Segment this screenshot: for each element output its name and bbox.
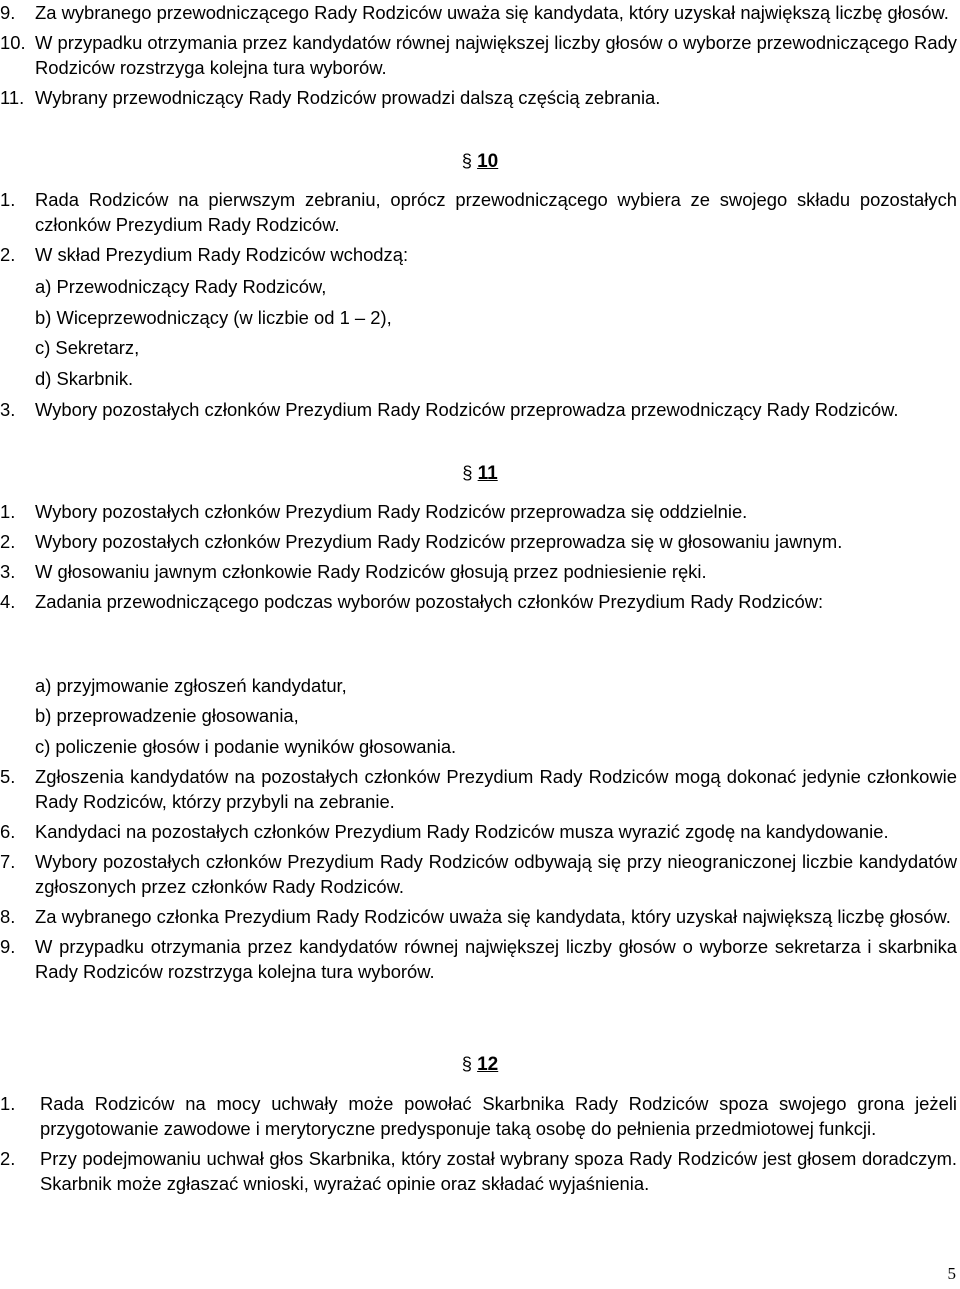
sub-item: a) przyjmowanie zgłoszeń kandydatur, [35, 675, 347, 696]
list-item: 10. W przypadku otrzymania przez kandydatów równej największej liczby głosów o wyborze przewodniczącego Rady Rodziców rozstrzyga kolejna tura wyborów. [0, 32, 957, 78]
page-number: 5 [947, 1264, 956, 1283]
list-item: 9. Za wybranego przewodniczącego Rady Rodziców uważa się kandydata, który uzyskał największą liczbę głosów. [0, 2, 949, 23]
list-item: 3. Wybory pozostałych członków Prezydium Rady Rodziców przeprowadza przewodniczący Rady Rodziców. [0, 399, 899, 420]
section-11 [0, 499, 960, 614]
list-item: 9. W przypadku otrzymania przez kandydatów równej największej liczby głosów o wyborze sekretarza i skarbnika Rady Rodziców rozstrzyga kolejna tura wyborów. [0, 936, 957, 982]
list-item: 4. Zadania przewodniczącego podczas wyborów pozostałych członków Prezydium Rady Rodziców: [0, 591, 824, 612]
section-heading-11: § 11 [462, 462, 498, 484]
list-item: 8. Za wybranego członka Prezydium Rady Rodziców uważa się kandydata, który uzyskał największą liczbę głosów. [0, 906, 951, 927]
sub-item: b) Wiceprzewodniczący (w liczbie od 1 – 2), [35, 307, 392, 328]
sub-item: c) Sekretarz, [35, 337, 140, 358]
sub-item: d) Skarbnik. [35, 368, 134, 389]
list-item: 3. W głosowaniu jawnym członkowie Rady Rodziców głosują przez podniesienie ręki. [0, 561, 707, 582]
section-10-end [0, 397, 960, 422]
list-item: 1. Wybory pozostałych członków Prezydium Rady Rodziców przeprowadza się oddzielnie. [0, 501, 748, 522]
section-12 [0, 1091, 960, 1196]
list-item: 1. Rada Rodziców na pierwszym zebraniu, oprócz przewodniczącego wybiera ze swojego składu pozostałych członków Prezydium Rady Rodziców. [0, 189, 957, 235]
list-item: 7. Wybory pozostałych członków Prezydium Rady Rodziców odbywają się przy nieograniczonej liczbie kandydatów zgłoszonych przez członków Rady Rodziców. [0, 851, 957, 897]
section-10 [0, 187, 960, 267]
list-item: 5. Zgłoszenia kandydatów na pozostałych członków Prezydium Rady Rodziców mogą dokonać jedynie członkowie Rady Rodziców, którzy przybyli na zebranie. [0, 766, 957, 812]
top-items [0, 0, 960, 110]
section-11-cont [0, 764, 960, 984]
sub-item: b) przeprowadzenie głosowania, [35, 705, 299, 726]
list-item: 6. Kandydaci na pozostałych członków Prezydium Rady Rodziców musza wyrazić zgodę na kandydowanie. [0, 821, 889, 842]
list-item: 2. Przy podejmowaniu uchwał głos Skarbnika, który został wybrany spoza Rady Rodziców jest głosem doradczym. Skarbnik może zgłaszać wnioski, wyrażać opinie oraz składać wyjaśnienia. [0, 1148, 957, 1194]
list-item: 2. W skład Prezydium Rady Rodziców wchodzą: [0, 244, 409, 265]
section-heading-12: § 12 [461, 1053, 499, 1075]
section-heading-10: § 10 [461, 150, 499, 172]
sub-item: a) Przewodniczący Rady Rodziców, [35, 276, 327, 297]
list-item: 2. Wybory pozostałych członków Prezydium Rady Rodziców przeprowadza się w głosowaniu jawnym. [0, 531, 843, 552]
list-item: 11. Wybrany przewodniczący Rady Rodziców prowadzi dalszą częścią zebrania. [0, 87, 661, 108]
sub-item: c) policzenie głosów i podanie wyników głosowania. [35, 736, 457, 757]
list-item: 1. Rada Rodziców na mocy uchwały może powołać Skarbnika Rady Rodziców spoza swojego grona jeżeli przygotowanie zawodowe i merytoryczne predysponuje taką osobę do pełnienia przedmiotowej funkcji. [0, 1093, 957, 1139]
